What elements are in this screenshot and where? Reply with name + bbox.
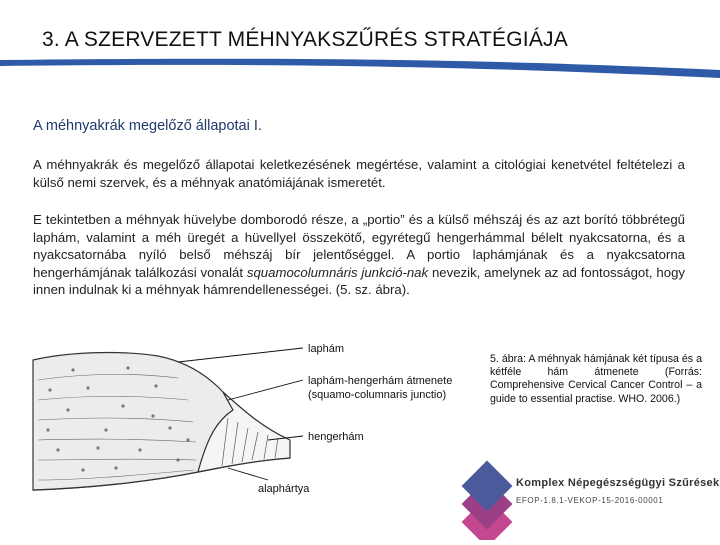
header-band [0,0,720,80]
label-junctio: (squamo-columnaris junctio) [308,389,447,401]
paragraph-1: A méhnyakrák és megelőző állapotai keletkezésének megértése, valamint a citológiai kenetvétel feltételezi a külső nemi szervek, és a méhnyak anatómiájának ismeretét. [33,157,685,190]
paragraph-2-italic-term: squamocolumnáris junkció-nak [246,264,429,280]
logo-subtitle: EFOP-1.8.1-VEKOP-15-2016-00001 [516,496,664,505]
page-title: 3. A SZERVEZETT MÉHNYAKSZŰRÉS STRATÉGIÁJA [42,28,568,51]
label-atmenet: laphám-hengerhám átmenete [308,375,453,387]
paragraph-2-text-b: nevezik, amelynek az ad fontosságot, hogy innen indulnak ki a méhnyak hámrendellenességei. (5. sz. ábra). [33,264,686,298]
section-subtitle: A méhnyakrák megelőző állapotai I. [33,118,262,134]
label-hengerham: hengerhám [308,431,364,443]
epithelium-diagram [28,340,478,515]
figure-caption: 5. ábra: A méhnyak hámjának két típusa és a kétféle hám átmenete (Forrás: Comprehensive Cervical Cancer Control – a guide to essential practise. WHO. 2006.) [490,353,702,405]
label-alaphartya: alaphártya [258,483,310,495]
paragraph-2 [33,211,685,299]
paragraph-2-text-a: E tekintetben a méhnyak hüvelybe domborodó része, a „portio” és a külső méhszáj és az azt borító többrétegű laphám, valamint a méh üregét a hüvellyel összekötő, egyrétegű hengerhámmal bélelt nyakcsatorna, és a nyakcsatornába nyíló belső méhszáj bír jelentőséggel. A portio laphámjának és a nyakcsatorna hengerhámjának találkozási vonalát [33,212,685,280]
logo-title: Komplex Népegészségügyi Szűrések [516,477,720,489]
label-lapham: laphám [308,343,345,355]
